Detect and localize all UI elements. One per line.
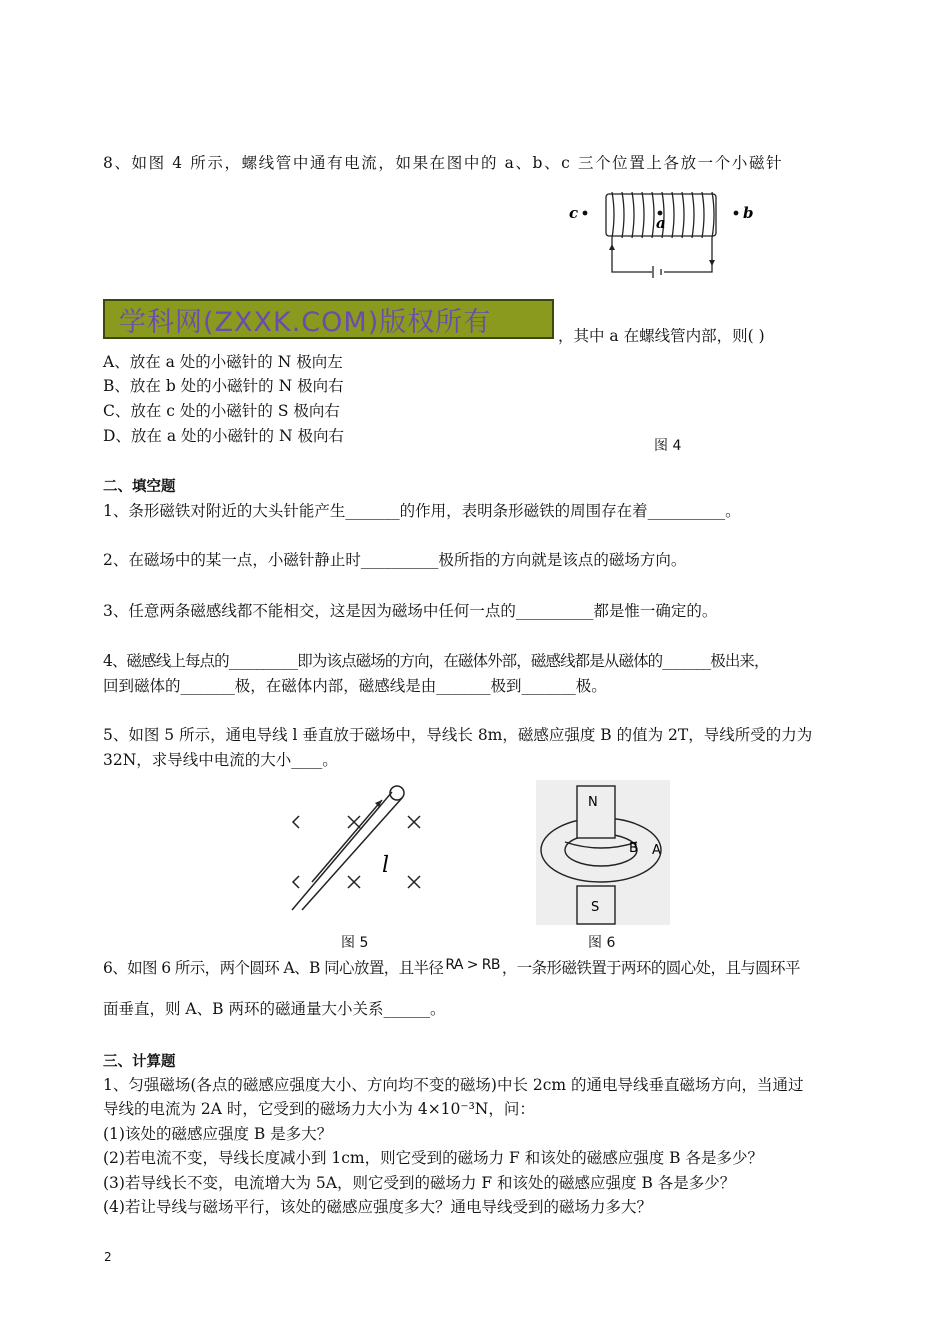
radius-formula: RA > RB (445, 957, 500, 973)
field-mark-partial-2 (293, 876, 299, 888)
fill-q3: 3、任意两条磁感线都不能相交，这是因为磁场中任何一点的__________都是惟一确定的。 (103, 602, 718, 620)
field-mark-partial-1 (293, 816, 299, 828)
fill-q6-part1: 6、如图 6 所示，两个圆环 A、B 同心放置，且半径 (103, 959, 444, 977)
calc-sub-1: (1)该处的磁感应强度 B 是多大？ (103, 1125, 333, 1143)
fill-q5-line1: 5、如图 5 所示，通电导线 l 垂直放于磁场中，导线长 8m，磁感应强度 B 的值为 2T，导线所受的力为 (103, 726, 813, 744)
label-a: a (656, 214, 666, 232)
q8-stem-line1: 8、如图 4 所示，螺线管中通有电流，如果在图中的 a、b、c 三个位置上各放一个小磁针 (103, 154, 784, 172)
fill-q6-part2: ，一条形磁铁置于两环的圆心处，且与圆环平 (501, 959, 800, 977)
calc-q1-line1: 1、匀强磁场(各点的磁感应强度大小、方向均不变的磁场)中长 2cm 的通电导线垂直磁场方向，当通过 (103, 1076, 804, 1094)
field-cross (408, 816, 420, 828)
q8-option-a: A、放在 a 处的小磁针的 N 极向左 (103, 353, 343, 371)
fill-q5-line2: 32N，求导线中电流的大小____。 (103, 751, 338, 769)
field-cross (348, 816, 360, 828)
label-ring-b: B (629, 841, 638, 856)
label-ring-a: A (652, 843, 661, 858)
label-s: S (591, 900, 600, 915)
fill-q2: 2、在磁场中的某一点，小磁针静止时__________极所指的方向就是该点的磁场方向。 (103, 551, 687, 569)
current-arrow-up (609, 244, 615, 250)
fill-q6-line2: 面垂直，则 A、B 两环的磁通量大小关系______。 (103, 1000, 446, 1018)
label-b: b (743, 204, 754, 222)
page-number: 2 (104, 1250, 112, 1264)
current-arrow-line (312, 800, 382, 882)
calc-q1-line2: 导线的电流为 2A 时，它受到的磁场力大小为 4×10⁻³N，问： (103, 1100, 535, 1118)
circuit-wire-right (664, 238, 712, 272)
wire-edge-1 (292, 792, 392, 910)
field-cross (408, 876, 420, 888)
section-calc-title: 三、计算题 (103, 1054, 176, 1070)
wire-label: l (382, 853, 390, 878)
calc-sub-2: (2)若电流不变，导线长度减小到 1cm，则它受到的磁场力 F 和该处的磁感应强度 B 各是多少？ (103, 1149, 763, 1167)
q8-option-d: D、放在 a 处的小磁针的 N 极向右 (103, 427, 344, 445)
q8-option-c: C、放在 c 处的小磁针的 S 极向右 (103, 402, 340, 420)
label-c: c (569, 204, 579, 222)
fig6-caption: 图 6 (588, 935, 616, 951)
calc-sub-3: (3)若导线长不变，电流增大为 5A，则它受到的磁场力 F 和该处的磁感应强度 B 各是多少？ (103, 1174, 736, 1192)
label-n: N (588, 795, 598, 810)
section-fill-title: 二、填空题 (103, 479, 176, 495)
fill-q1: 1、条形磁铁对附近的大头针能产生_______的作用，表明条形磁铁的周围存在着__________。 (103, 502, 741, 520)
q8-option-b: B、放在 b 处的小磁针的 N 极向右 (103, 377, 344, 395)
watermark-banner: 学科网(ZXXK.COM)版权所有 (103, 299, 554, 339)
current-arrow-down (709, 260, 715, 266)
q8-stem-line2: ，其中 a 在螺线管内部，则( ) (558, 327, 765, 345)
fill-q4-line2: 回到磁体的_______极，在磁体内部，磁感线是由_______极到_______极。 (103, 677, 607, 695)
fill-q4-line1: 4、磁感线上每点的__________即为该点磁场的方向，在磁体外部，磁感线都是从磁体的_______极出来， (103, 652, 769, 670)
fig6-magnet-rings-diagram (536, 780, 670, 925)
fig5-caption: 图 5 (341, 935, 369, 951)
magnet-n-pole (577, 786, 615, 838)
calc-sub-4: (4)若让导线与磁场平行，该处的磁感应强度多大？通电导线受到的磁场力多大？ (103, 1198, 652, 1216)
circuit-wire-left (612, 238, 652, 272)
fig4-caption: 图 4 (654, 438, 682, 454)
fig4-solenoid-diagram (560, 186, 760, 280)
fig5-wire-diagram (284, 780, 434, 920)
field-cross (348, 876, 360, 888)
fill-q6-line1 (103, 955, 800, 978)
